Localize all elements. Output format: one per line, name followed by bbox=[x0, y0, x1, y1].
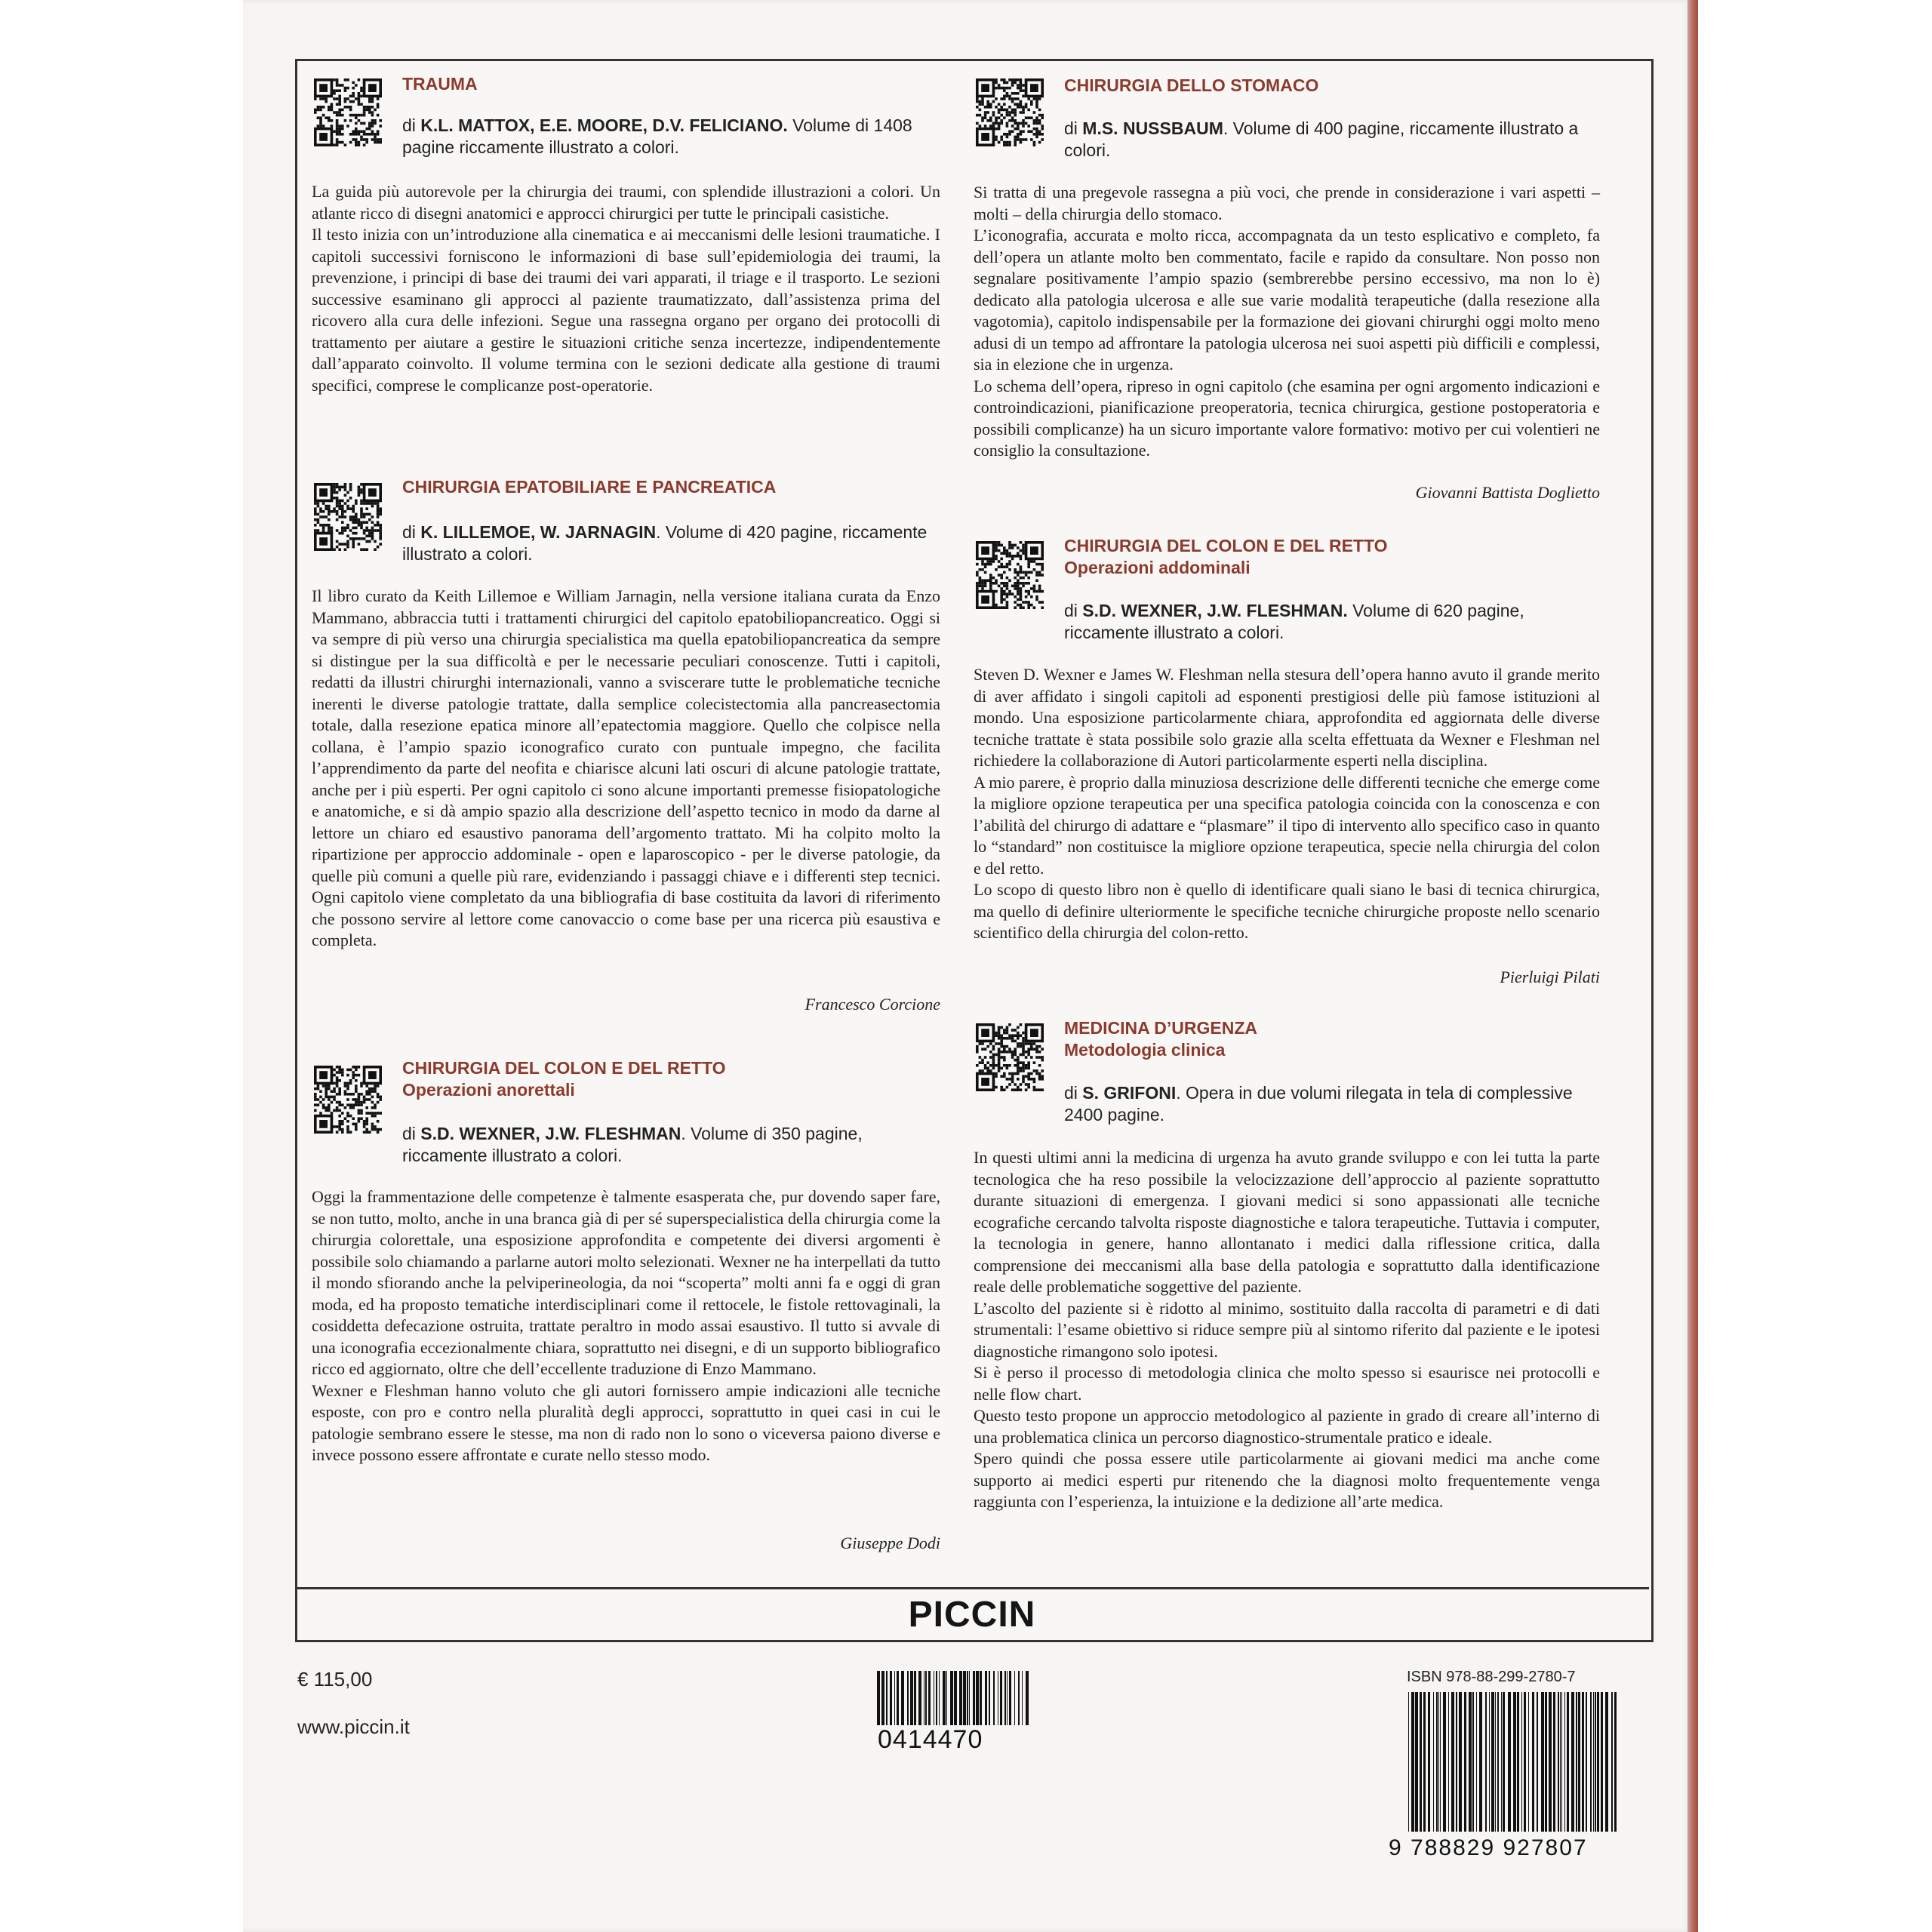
barcode-small-number: 0414470 bbox=[878, 1725, 983, 1754]
entry-author-line bbox=[402, 115, 940, 158]
entry-details: . Opera in due volumi rilegata in tela di complessive 2400 pagine. bbox=[1064, 1083, 1573, 1124]
qr-code-icon bbox=[314, 78, 382, 146]
qr-code-icon bbox=[976, 78, 1044, 146]
entry-author-line bbox=[1064, 1082, 1600, 1126]
entry-authors: S. GRIFONI bbox=[1082, 1083, 1177, 1103]
book-spine-edge bbox=[1687, 0, 1698, 1932]
author-prefix: di bbox=[402, 115, 416, 135]
entry-body: Steven D. Wexner e James W. Fleshman nella stesura dell’opera hanno avuto il grande merito di aver affidato i singoli capitoli ad esponenti prestigiosi delle più famose istituzioni al mondo. Una esposizione particolarmente chiara, approfondita ed aggiornata delle diverse tecniche trattate è stata possibile solo grazie alla scelta effettuata da Wexner e Fleshman nel richiedere la collaborazione di Autori particolarmente esperti nella disciplina. A mio parere, è proprio dalla minuziosa descrizione delle differenti tecniche che emerge come la migliore opzione terapeutica per una specifica patologia coincida con la conoscenza e con l’abilità del chirurgo di adattare e “plasmare” il tipo di intervento allo specifico caso in quanto lo “standard” non costituisce la migliore opzione terapeutica, specie nella chirurgia del colon e del retto. Lo scopo di questo libro non è quello di identificare quali siano le basi di tecnica chirurgica, ma quello di definire ulteriormente le specifiche tecniche chirurgiche proposte nello scenario scientifico della chirurgia del colon-retto. bbox=[974, 665, 1600, 942]
entry-details: . Volume di 400 pagine, riccamente illustrato a colori. bbox=[1064, 118, 1579, 160]
entry-details: Volume di 620 pagine, riccamente illustrato a colori. bbox=[1064, 601, 1524, 642]
entry-authors: S.D. WEXNER, J.W. FLESHMAN. bbox=[1082, 601, 1348, 620]
entry-signature: Giuseppe Dodi bbox=[840, 1534, 940, 1552]
entry-title: CHIRURGIA DEL COLON E DEL RETTO bbox=[1064, 536, 1388, 555]
entry-author-line bbox=[1064, 118, 1600, 162]
entry-body: Il libro curato da Keith Lillemoe e William Jarnagin, nella versione italiana curata da Enzo Mammano, abbraccia tutti i trattamenti chirurgici del capitolo epatobiliopancreatico. Oggi si va sempre di più verso una chirurgia specialistica ma quella epatobiliopancreatica da sempre si distingue per la sua difficoltà e per le necessarie peculiari conoscenze. Tutti i capitoli, redatti da illustri chirurghi internazionali, vanno a sviscerare tutte le problematiche tecniche inerenti le diverse patologie trattate, dalla semplice colecistectomia alla pancreasectomia totale, dalla resezione epatica minore all’epatectomia maggiore. Quello che colpisce nella collana, è l’ampio spazio iconografico curato con puntuale impegno, che facilita l’apprendimento da parte del neofita e chiarisce alcuni lati oscuri di alcune patologie trattate, anche per i più esperti. Per ogni capitolo ci sono alcune importanti premesse fisiopatologiche e anatomiche, e si dà ampio spazio alla descrizione dell’aspetto tecnico in modo da darne al lettore un chiaro ed esaustivo panorama dell’argomento trattato. Mi ha colpito molto la ripartizione per approccio addominale - open e laparoscopico - per le diverse patologie, da quelle più comuni a quelle più rare, evidenziando i passaggi chiave e i differenti step tecnici. Ogni capitolo viene completato da una bibliografia di base costituita da lavori di riferimento che possono servire al lettore come canovaccio o come base per una ricerca più esaustiva e completa. bbox=[312, 586, 940, 949]
entry-body: In questi ultimi anni la medicina di urgenza ha avuto grande sviluppo e con lei tutta la parte tecnologica che ha reso possibile la velocizzazione dell’approccio al paziente soprattutto durante situazioni di emergenza. I giovani medici si sono appassionati alle tecniche ecografiche cercando talvolta risposte diagnostiche e talora terapeutiche. Tuttavia i computer, la tecnologia in genere, hanno allontanato i medici dalla riflessione critica, dalla comprensione dei meccanismi alla base della patologia e soprattutto dalla identificazione reale delle problematiche soggettive del paziente. L’ascolto del paziente si è ridotto al minimo, sostituito dalla raccolta di parametri e di dati strumentali: l’esame obiettivo si riduce sempre più al sintomo riferito dal paziente e le ipotesi diagnostiche rimangono solo ipotesi. Si è perso il processo di metodologia clinica che molto spesso si esaurisce nei protocolli e nelle flow chart. Questo testo propone un approccio metodologico al paziente in grado di creare all’interno di una problematica clinica un percorso diagnostico-strumentale pratico e ideale. Spero quindi che possa essere utile particolarmente ai giovani medici ma anche come supporto ai medici esperti pur ritenendo che la diagnosi molto frequentemente venga raggiunta con l’esperienza, la intuizione e la dedizione all’arte medica. bbox=[974, 1148, 1600, 1511]
website: www.piccin.it bbox=[297, 1715, 410, 1738]
ean-number: 9 788829 927807 bbox=[1389, 1835, 1588, 1860]
entry-title: CHIRURGIA DELLO STOMACO bbox=[1064, 75, 1319, 95]
qr-code-icon bbox=[314, 1066, 382, 1134]
entry-title: CHIRURGIA DEL COLON E DEL RETTO bbox=[402, 1058, 726, 1078]
qr-code-icon bbox=[314, 483, 382, 551]
author-prefix: di bbox=[402, 522, 416, 542]
qr-code-icon bbox=[976, 541, 1044, 609]
isbn-barcode bbox=[1407, 1692, 1618, 1832]
entry-details: Volume di 1408 pagine riccamente illustrato a colori. bbox=[402, 115, 912, 157]
entry-signature: Pierluigi Pilati bbox=[1500, 968, 1600, 986]
entry-title: CHIRURGIA EPATOBILIARE E PANCREATICA bbox=[402, 477, 777, 497]
author-prefix: di bbox=[402, 1124, 416, 1143]
entry-authors: M.S. NUSSBAUM bbox=[1082, 118, 1223, 138]
entry-body: Si tratta di una pregevole rassegna a più voci, che prende in considerazione i vari aspetti – molti – della chirurgia dello stomaco. L’iconografia, accurata e molto ricca, accompagnata da un testo esplicativo e completo, fa dell’opera un atlante molto ben commentato, facile e rapido da consultare. Non posso non segnalare positivamente l’ampio spazio (sembrerebbe persino eccessivo, ma non lo è) dedicato alla patologia ulcerosa e alle sue varie modalità terapeutiche (dalla resezione alla vagotomia), capitolo indispensabile per la formazione dei giovani chirurghi oggi molto meno adusi di un tempo ad affrontare la patologia ulcerosa nei suoi aspetti più difficili e complessi, sia in elezione che in urgenza. Lo schema dell’opera, ripreso in ogni capitolo (che esamina per ogni argomento indicazioni e controindicazioni, pianificazione preoperatoria, tecnica chirurgica, gestione postoperatoria e possibili complicanze) ha un sicuro importante valore formativo: motivo per cui volentieri ne consiglio la consultazione. bbox=[974, 183, 1600, 460]
qr-code-icon bbox=[976, 1023, 1044, 1091]
entry-author-line bbox=[402, 521, 940, 565]
entry-body: Oggi la frammentazione delle competenze è talmente esasperata che, pur dovendo saper fare, se non tutto, molto, anche in una branca già di per sé superspecialistica della chirurgia come la chirurgia colorettale, una esposizione approfondita e competente dei diversi argomenti è possibile solo chiamando a parlarne autori molto selezionati. Wexner ne ha interpellati da tutto il mondo sfiorando anche la pelviperineologia, da noi “scoperta” molti anni fa e oggi di gran moda, ed ha proposto tematiche interdisciplinari come il rettocele, le fistole rettovaginali, la cosiddetta defecazione ostruita, trattate peraltro in modo assai esaustivo. Il tutto si avvale di una iconografia eccezionalmente chiara, soprattutto nei disegni, e di un supporto bibliografico ricco ed aggiornato, oltre che dell’eccellente traduzione di Enzo Mammano. Wexner e Fleshman hanno voluto che gli autori fornissero ampie indicazioni alle tecniche esposte, con pro e contro nella pluralità degli approcci, soprattutto in quei casi in cui le patologie sembrano essere le stesse, ma non di rado non lo sono o viceversa paiono diverse e invece possono essere affrontate e curate nello stesso modo. bbox=[312, 1187, 940, 1464]
entry-author-line bbox=[402, 1123, 940, 1167]
entry-title: TRAUMA bbox=[402, 74, 478, 94]
entry-signature: Giovanni Battista Doglietto bbox=[1415, 483, 1600, 502]
entry-signature: Francesco Corcione bbox=[804, 995, 940, 1014]
publisher-bar bbox=[295, 1587, 1649, 1640]
entry-subtitle: Metodologia clinica bbox=[1064, 1040, 1226, 1060]
entry-details: . Volume di 350 pagine, riccamente illustrato a colori. bbox=[402, 1124, 863, 1165]
entry-subtitle: Operazioni anorettali bbox=[402, 1080, 575, 1100]
author-prefix: di bbox=[1064, 601, 1078, 620]
entry-subtitle: Operazioni addominali bbox=[1064, 558, 1251, 577]
entry-author-line bbox=[1064, 600, 1600, 644]
publisher-logo: PICCIN bbox=[908, 1595, 1036, 1635]
isbn-label: ISBN 978-88-299-2780-7 bbox=[1407, 1669, 1576, 1685]
barcode-small bbox=[875, 1671, 1034, 1725]
entry-details: . Volume di 420 pagine, riccamente illustrato a colori. bbox=[402, 522, 928, 564]
entry-body: La guida più autorevole per la chirurgia dei traumi, con splendide illustrazioni a colori. Un atlante ricco di disegni anatomici e approcci chirurgici per tutte le principali casistiche. Il testo inizia con un’introduzione alla cinematica e ai meccanismi delle lesioni traumatiche. I capitoli successivi forniscono le informazioni di base sull’epidemiologia dei traumi, la prevenzione, i principi di base dei traumi dei vari apparati, il triage e il trasporto. Le sezioni successive esaminano gli approcci al paziente traumatizzato, dall’assistenza prima del ricovero alla cura delle infezioni. Segue una rassegna organo per organo dei protocolli di trattamento per aiutare a gestire le situazioni critiche senza incertezze, indipendentemente dall’apparato coinvolto. Il volume termina con le sezioni dedicate alla gestione di traumi specifici, comprese le complicanze post-operatorie. bbox=[312, 182, 940, 395]
entry-title: MEDICINA D’URGENZA bbox=[1064, 1018, 1257, 1038]
author-prefix: di bbox=[1064, 118, 1078, 138]
author-prefix: di bbox=[1064, 1083, 1078, 1103]
entry-authors: S.D. WEXNER, J.W. FLESHMAN bbox=[420, 1124, 681, 1143]
entry-authors: K.L. MATTOX, E.E. MOORE, D.V. FELICIANO. bbox=[420, 115, 788, 135]
entry-authors: K. LILLEMOE, W. JARNAGIN bbox=[420, 522, 657, 542]
price: € 115,00 bbox=[297, 1668, 373, 1690]
